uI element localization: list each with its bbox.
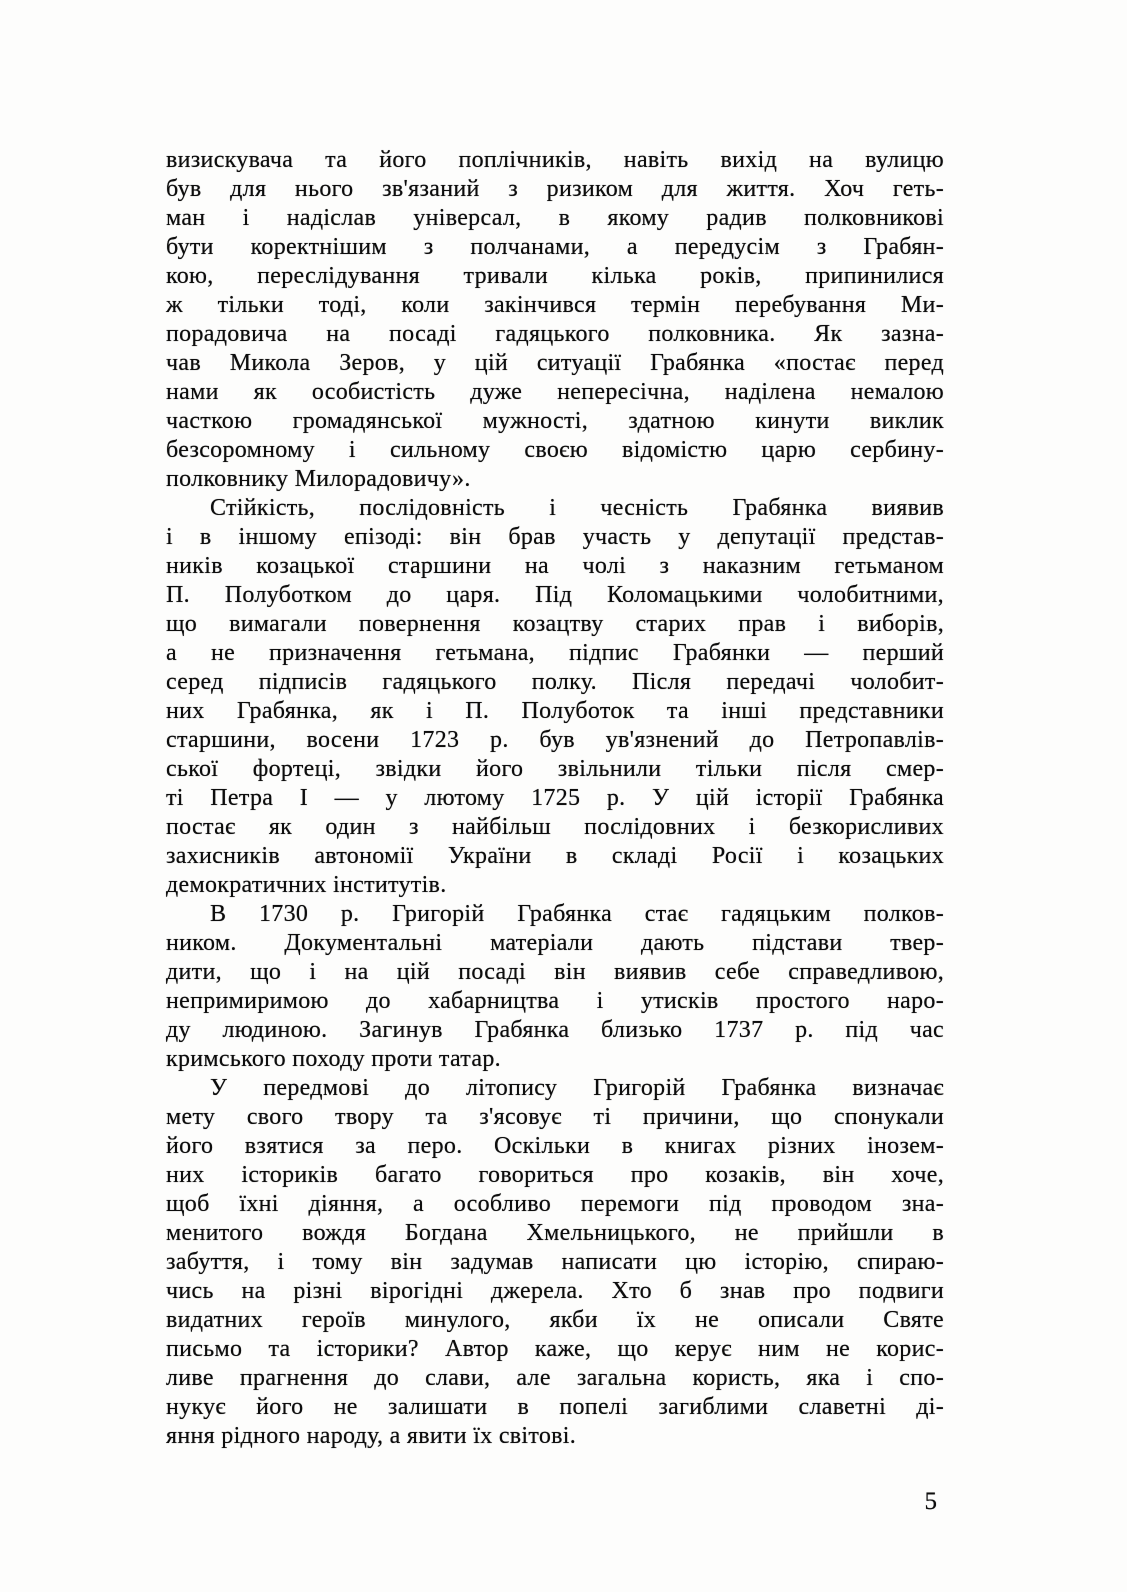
text-line: ман і надіслав універсал, в якому радив полковникові [166,205,944,231]
text-line: старшини, восени 1723 р. був ув'язнений до Петропавлів- [166,727,944,753]
text-line: ником. Документальні матеріали дають підстави твер- [166,930,944,956]
text-line: і в іншому епізоді: він брав участь у депутації представ- [166,524,944,550]
text-line: захисників автономії України в складі Росії і козацьких [166,843,944,869]
paragraph [166,1074,944,1451]
text-line: безсоромному і сильному своєю відомістю царю сербину- [166,437,944,463]
text-line: В 1730 р. Григорій Грабянка стає гадяцьким полков- [210,901,944,927]
text-line: його взятися за перо. Оскільки в книгах різних інозем- [166,1133,944,1159]
text-line: забуття, і тому він задумав написати цю історію, спираю- [166,1249,944,1275]
text-line: ду людиною. Загинув Грабянка близько 1737 р. під час [166,1017,944,1043]
text-line: порадовича на посаді гадяцького полковника. Як зазна- [166,321,944,347]
text-line: видатних героїв минулого, якби їх не описали Святе [166,1307,944,1333]
text-line: ж тільки тоді, коли закінчився термін перебування Ми- [166,292,944,318]
text-line: письмо та історики? Автор каже, що керує ним не корис- [166,1336,944,1362]
text-line: щоб їхні діяння, а особливо перемоги під проводом зна- [166,1191,944,1217]
page-text [166,146,944,1451]
text-line: них Грабянка, як і П. Полуботок та інші представники [166,698,944,724]
paragraph [166,146,944,494]
paragraph [166,494,944,900]
text-line: непримиримою до хабарництва і утисків простого наро- [166,988,944,1014]
text-line: що вимагали повернення козацтву старих прав і виборів, [166,611,944,637]
page-number: 5 [924,1488,937,1515]
text-line: а не призначення гетьмана, підпис Грабянки — перший [166,640,944,666]
text-line: П. Полуботком до царя. Під Коломацькими чолобитними, [166,582,944,608]
text-line: чись на різні вірогідні джерела. Хто б знав про подвиги [166,1278,944,1304]
text-line: мету свого твору та з'ясовує ті причини, що спонукали [166,1104,944,1130]
text-line: нукує його не залишати в попелі загиблими славетні ді- [166,1394,944,1420]
text-line: постає як один з найбільш послідовних і безкорисливих [166,814,944,840]
text-line: ливе прагнення до слави, але загальна користь, яка і спо- [166,1365,944,1391]
text-line: часткою громадянської мужності, здатною кинути виклик [166,408,944,434]
paragraph [166,900,944,1074]
text-line: кримського походу проти татар. [166,1046,501,1072]
text-line: менитого вождя Богдана Хмельницького, не прийшли в [166,1220,944,1246]
text-line: Стійкість, послідовність і чесність Грабянка виявив [210,495,944,521]
text-line: яння рідного народу, а явити їх світові. [166,1423,577,1449]
text-line: У передмові до літопису Григорій Грабянка визначає [210,1075,944,1101]
text-line: ників козацької старшини на чолі з наказним гетьманом [166,553,944,579]
text-line: демократичних інститутів. [166,872,447,898]
text-line: дити, що і на цій посаді він виявив себе справедливою, [166,959,944,985]
text-line: серед підписів гадяцького полку. Після передачі чолобит- [166,669,944,695]
text-line: чав Микола Зеров, у цій ситуації Грабянка «постає перед [166,350,944,376]
text-line: визискувача та його поплічників, навіть вихід на вулицю [166,147,944,173]
text-line: них істориків багато говориться про козаків, він хоче, [166,1162,944,1188]
text-line: бути коректнішим з полчанами, а передусім з Грабян- [166,234,944,260]
text-line: був для нього зв'язаний з ризиком для життя. Хоч геть- [166,176,944,202]
text-line: кою, переслідування тривали кілька років, припинилися [166,263,944,289]
text-line: полковнику Милорадовичу». [166,466,471,492]
text-line: нами як особистість дуже непересічна, наділена немалою [166,379,944,405]
text-line: ської фортеці, звідки його звільнили тільки після смер- [166,756,944,782]
text-line: ті Петра І — у лютому 1725 р. У цій історії Грабянка [166,785,944,811]
